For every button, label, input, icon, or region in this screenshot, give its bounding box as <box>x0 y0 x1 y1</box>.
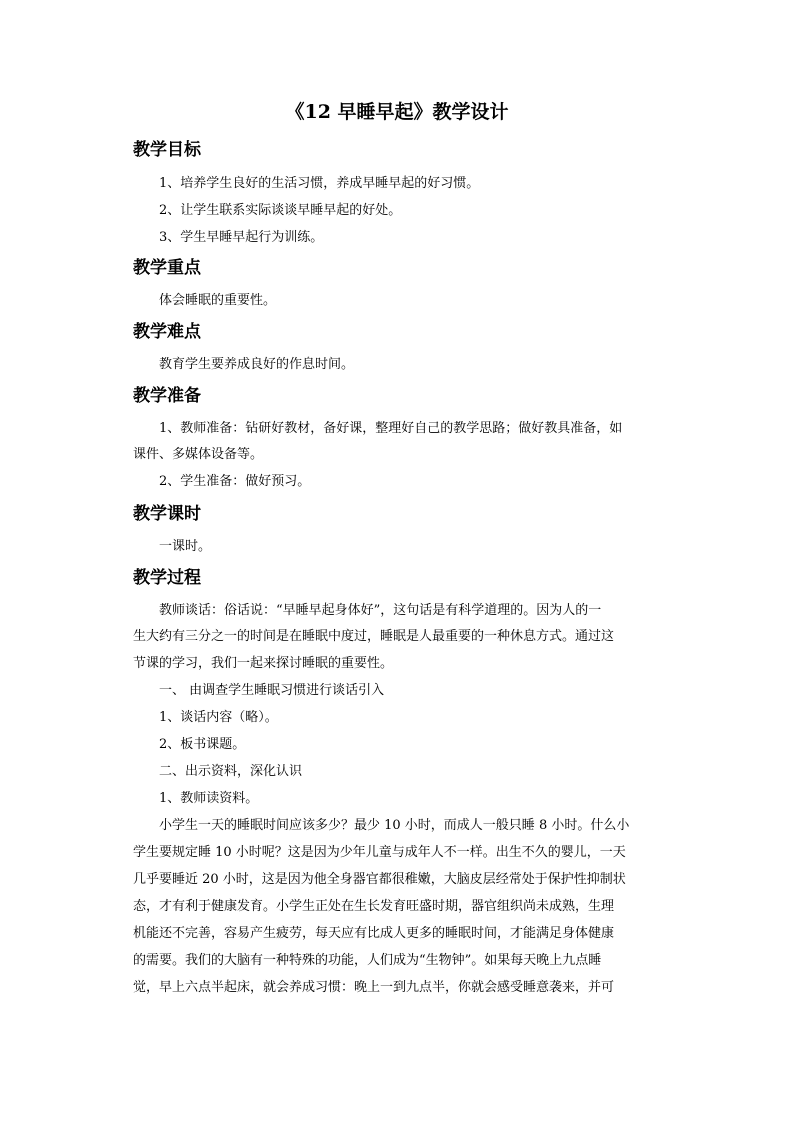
preparation-line: 课件、多媒体设备等。 <box>133 447 264 462</box>
section-heading-difficulties: 教学难点 <box>133 322 201 342</box>
preparation-line: 1、教师准备：钻研好教材，备好课，整理好自己的教学思路；做好教具准备，如 <box>159 421 623 436</box>
section-heading-key-points: 教学重点 <box>133 258 201 278</box>
key-points-text: 体会睡眠的重要性。 <box>159 293 277 308</box>
process-line: 教师谈话：俗话说：“早睡早起身体好”，这句话是有科学道理的。因为人的一 <box>159 603 602 618</box>
document-title: 《12 早睡早起》教学设计 <box>285 101 509 123</box>
preparation-line: 2、学生准备：做好预习。 <box>159 474 311 489</box>
process-line: 一、 由调查学生睡眠习惯进行谈话引入 <box>159 683 385 698</box>
process-line: 几乎要睡近 20 小时，这是因为他全身器官都很稚嫩，大脑皮层经常处于保护性抑制状 <box>133 872 626 887</box>
process-line: 的需要。我们的大脑有一种特殊的功能，人们成为“生物钟”。如果每天晚上九点睡 <box>133 953 602 968</box>
process-line: 小学生一天的睡眠时间应该多少？最少 10 小时，而成人一般只睡 8 小时。什么小 <box>159 818 630 833</box>
section-heading-objectives: 教学目标 <box>133 140 201 160</box>
objective-item: 2、让学生联系实际谈谈早睡早起的好处。 <box>159 203 402 218</box>
difficulties-text: 教育学生要养成良好的作息时间。 <box>159 357 355 372</box>
process-line: 生大约有三分之一的时间是在睡眠中度过，睡眠是人最重要的一种休息方式。通过这 <box>133 629 615 644</box>
section-heading-class-hours: 教学课时 <box>133 504 201 524</box>
process-line: 觉，早上六点半起床，就会养成习惯：晚上一到九点半，你就会感受睡意袭来，并可 <box>133 980 615 995</box>
process-line: 态，才有利于健康发育。小学生正处在生长发育旺盛时期，器官组织尚未成熟，生理 <box>133 899 615 914</box>
section-heading-process: 教学过程 <box>133 568 201 588</box>
process-line: 二、出示资料，深化认识 <box>159 764 303 779</box>
process-line: 1、谈话内容（略）。 <box>159 710 278 725</box>
process-line: 节课的学习，我们一起来探讨睡眠的重要性。 <box>133 656 394 671</box>
process-line: 学生要规定睡 10 小时呢？这是因为少年儿童与成年人不一样。出生不久的婴儿，一天 <box>133 845 626 860</box>
objective-item: 3、学生早睡早起行为训练。 <box>159 230 324 245</box>
section-heading-preparation: 教学准备 <box>133 386 201 406</box>
objective-item: 1、培养学生良好的生活习惯，养成早睡早起的好习惯。 <box>159 176 480 191</box>
process-line: 机能还不完善，容易产生疲劳，每天应有比成人更多的睡眠时间，才能满足身体健康 <box>133 926 615 941</box>
class-hours-text: 一课时。 <box>159 539 212 554</box>
process-line: 1、教师读资料。 <box>159 791 259 806</box>
process-line: 2、板书课题。 <box>159 737 246 752</box>
